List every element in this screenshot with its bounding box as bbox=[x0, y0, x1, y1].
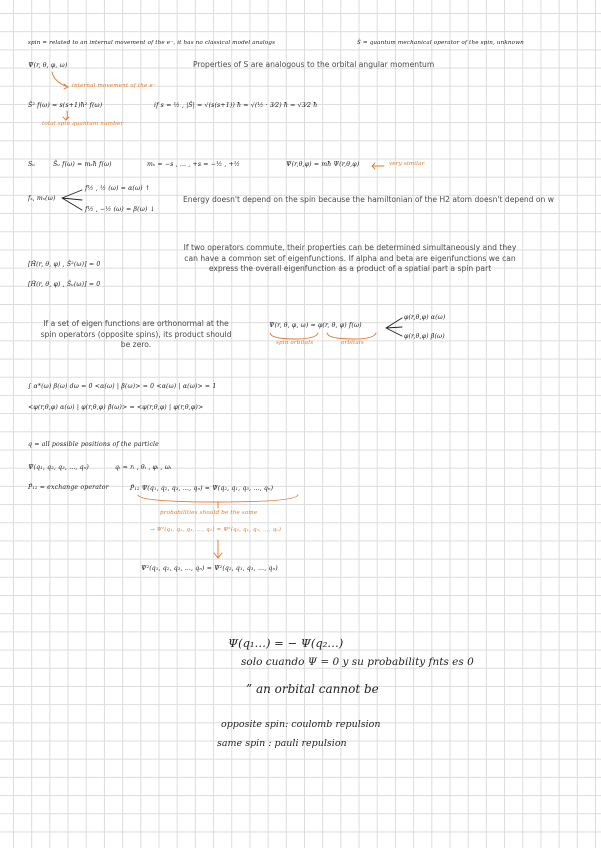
very-similar-note: very similar bbox=[389, 161, 425, 167]
commutator-s-squared: [Ĥ(r, θ, φ) , Ŝ²(ω)] = 0 bbox=[28, 261, 101, 268]
properties-note: Properties of S are analogous to the orbital angular momentum bbox=[193, 60, 435, 69]
probabilities-equation: → Ψ²(q₁, q₂, q₃, …, qₙ) = Ψ²(q₂, q₁, q₃, …, qₙ) bbox=[150, 527, 282, 533]
product-equation: Ψ(r, θ, φ, ω) = φ(r, θ, φ) f(ω) bbox=[269, 322, 362, 329]
integral-equation: ∫ α*(ω) β(ω) dω = 0 <α(ω) | β(ω)> = 0 <α(ω) | α(ω)> = 1 bbox=[28, 383, 217, 390]
spin-squared-equation: Ŝ² f(ω) = s(s+1)ħ² f(ω) bbox=[28, 102, 103, 109]
total-spin-note: total spin quantum number bbox=[42, 121, 124, 127]
spin-definition: spin = related to an internal movement of the e⁻, it has no classical model analogs bbox=[28, 40, 276, 46]
wavefunction-label: Ψ(r, θ, φ, ω) bbox=[28, 62, 68, 69]
antisymmetric-equation: Ψ(q₁…) = − Ψ(q₂…) bbox=[228, 636, 344, 650]
branch-beta: φ(r,θ,φ) β(ω) bbox=[404, 333, 445, 340]
orbitals-note: orbitals bbox=[341, 340, 364, 346]
sz-label: Sᵤ bbox=[28, 161, 36, 168]
f-alpha: f½ , ½ (ω) = α(ω) ↑ bbox=[85, 185, 151, 192]
psi-similar-equation: Ψ(r,θ,φ) = mħ Ψ(r,θ,φ) bbox=[286, 161, 360, 168]
energy-note: Energy doesn't depend on the spin because the hamiltonian of the H2 atom doesn't depend on w bbox=[183, 195, 554, 204]
f-label: fₛ, mₛ(ω) bbox=[28, 195, 56, 202]
branch-alpha: φ(r,θ,φ) α(ω) bbox=[404, 314, 446, 321]
squared-equation: Ψ²(q₁, q₂, q₃, …, qₙ) = Ψ²(q₂, q₁, q₃, …, qₙ) bbox=[141, 565, 278, 572]
internal-movement-note: internal movement of the e⁻ bbox=[72, 83, 156, 89]
q-components: qᵢ = rᵢ , θᵢ , φᵢ , ωᵢ bbox=[115, 464, 172, 471]
spin-orbitals-note: spin orbitals bbox=[276, 340, 314, 346]
exchange-definition: P̂₁₂ = exchange operator bbox=[28, 484, 109, 491]
spin-operator-definition: Ŝ = quantum mechanical operator of the spin, unknown bbox=[357, 40, 524, 46]
orbital-cannot-be-note: ” an orbital cannot be bbox=[246, 682, 379, 696]
psi-q: Ψ(q₁, q₂, q₃, …, qₙ) bbox=[28, 464, 89, 471]
orthonormal-note: If a set of eigen functions are orthonormal at the spin operators (opposite spins), its product should be zero. bbox=[40, 319, 232, 349]
sz-equation: Ŝᵤ f(ω) = mₛħ f(ω) bbox=[53, 161, 112, 168]
q-definition: q = all possible positions of the particle bbox=[28, 441, 159, 448]
commute-note: If two operators commute, their properties can be determined simultaneously and they can have a common set of eigenfunctions. If alpha and beta are eigenfunctions we can express the overall eigenfunction as a product of a spatial part a spin part bbox=[183, 243, 517, 273]
same-spin-note: same spin : pauli repulsion bbox=[217, 738, 347, 749]
spin-magnitude-equation: if s = ½ , |Ŝ| = √(s(s+1)) ħ = √(½ · 3⁄2) ħ = √3⁄2 ħ bbox=[154, 102, 318, 109]
opposite-spin-note: opposite spin: coulomb repulsion bbox=[221, 719, 381, 730]
bracket-equation: <φ(r,θ,φ) α(ω) | φ(r,θ,φ) β(ω)> = <φ(r,θ,φ) | φ(r,θ,φ)> bbox=[28, 404, 204, 411]
probabilities-note: probabilities should be the same bbox=[160, 510, 258, 516]
exchange-equation: P̂₁₂ Ψ(q₁, q₂, q₃, …, qₙ) = Ψ(q₂, q₁, q₃, …, qₙ) bbox=[130, 485, 274, 492]
ms-values: mₛ = −s , … , +s = −½ , +½ bbox=[147, 161, 241, 168]
commutator-sz: [Ĥ(r, θ, φ) , Ŝᵤ(ω)] = 0 bbox=[28, 281, 101, 288]
f-beta: f½ , −½ (ω) = β(ω) ↓ bbox=[85, 206, 155, 213]
solo-cuando-note: solo cuando Ψ = 0 y su probability fnts es 0 bbox=[241, 656, 474, 668]
